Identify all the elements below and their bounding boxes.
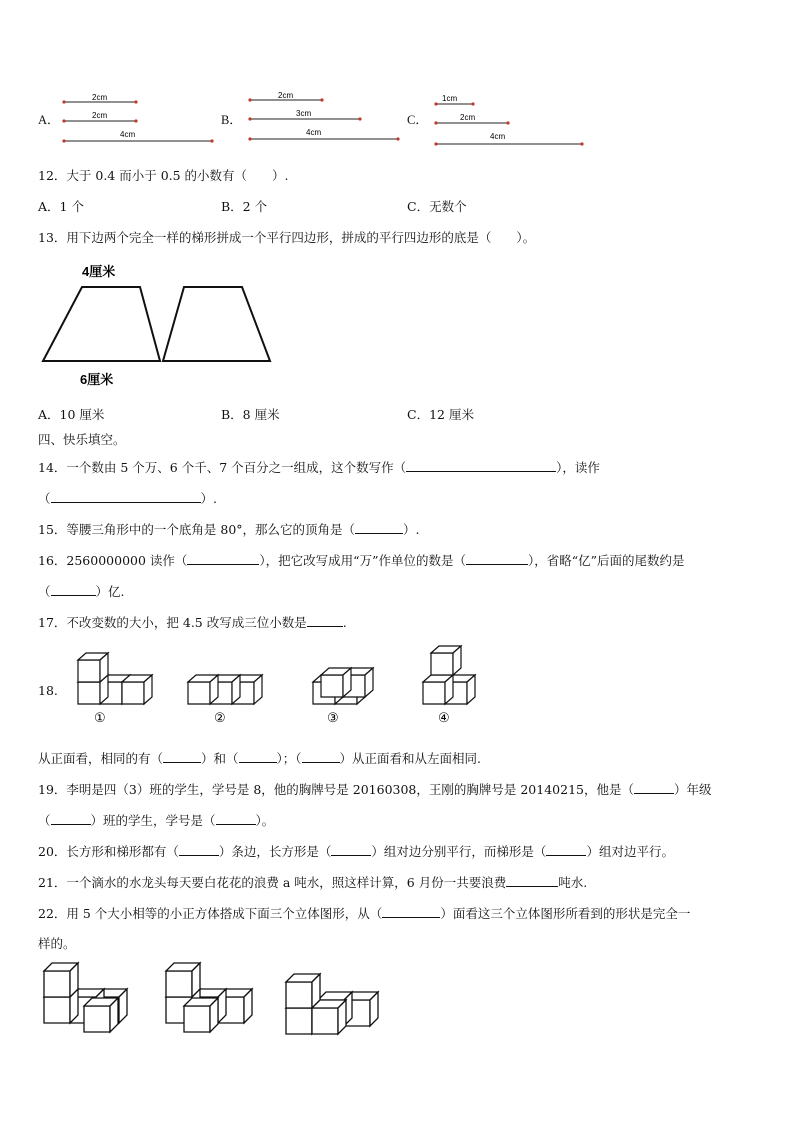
q18-question <box>38 750 481 767</box>
segment-label: 2cm <box>460 113 476 122</box>
trapezoid-bottom-label: 6厘米 <box>80 372 114 387</box>
option-letter: C． <box>407 113 428 127</box>
q13-stem: 13．用下边两个完全一样的梯形拼成一个平行四边形，拼成的平行四边形的底是（ ）。 <box>38 230 536 245</box>
q16-text: ），把它改写成用“万”作单位的数是（ <box>259 553 466 568</box>
q16-line2 <box>38 583 125 600</box>
q12-option-c: C．无数个 <box>407 199 467 214</box>
figure-label: ③ <box>327 711 339 726</box>
cube-figures-q18 <box>70 645 500 730</box>
answer-blank[interactable] <box>307 614 343 627</box>
trapezoid-top-label: 4厘米 <box>82 264 116 279</box>
answer-blank[interactable] <box>239 750 277 763</box>
answer-blank[interactable] <box>546 843 586 856</box>
answer-blank[interactable] <box>466 552 528 565</box>
paren-close: ）. <box>200 491 217 506</box>
figure-label: ④ <box>438 711 450 726</box>
q13-option-b: B．8 厘米 <box>221 407 280 422</box>
answer-blank[interactable] <box>355 521 403 534</box>
q19-line2 <box>38 812 274 829</box>
q20-text: ）条边，长方形是（ <box>218 844 332 859</box>
segment-label: 4cm <box>120 130 136 139</box>
q18-number: 18. <box>38 683 58 698</box>
q19-line1 <box>38 781 712 798</box>
answer-blank[interactable] <box>179 843 219 856</box>
q16-line1 <box>38 552 685 569</box>
q22-text: 22．用 5 个大小相等的小正方体搭成下面三个立体图形，从（ <box>38 906 383 921</box>
q22-cube-figure-3 <box>286 974 378 1034</box>
segment-label: 2cm <box>278 91 294 100</box>
q22-cube-figure-2 <box>166 963 252 1032</box>
segment-figure-c <box>430 90 600 150</box>
q18-text: ）从正面看和从左面相同. <box>339 751 482 766</box>
answer-blank[interactable] <box>634 781 674 794</box>
segment-label: 2cm <box>92 93 108 102</box>
answer-blank[interactable] <box>302 750 340 763</box>
segment-label: 4cm <box>306 128 322 137</box>
segment-label: 3cm <box>296 109 312 118</box>
q22-line2: 样的。 <box>38 936 76 951</box>
section-heading: 四、快乐填空。 <box>38 432 126 447</box>
cube-figure-1 <box>78 653 152 704</box>
answer-blank[interactable] <box>187 552 259 565</box>
q15 <box>38 521 420 538</box>
q14-line2 <box>38 490 217 507</box>
answer-blank[interactable] <box>51 583 96 596</box>
q12-option-b: B．2 个 <box>221 199 268 214</box>
answer-blank[interactable] <box>331 843 371 856</box>
segment-figure-b <box>244 86 414 146</box>
q14-line1 <box>38 459 600 476</box>
q20-text: ）组对边分别平行，而梯形是（ <box>371 844 547 859</box>
q14-text-end: ），读作 <box>556 460 600 475</box>
answer-blank[interactable] <box>216 812 256 825</box>
q21 <box>38 874 587 891</box>
q22-line1 <box>38 905 690 922</box>
cube-figure-4 <box>423 646 475 704</box>
figure-label: ① <box>94 711 106 726</box>
q12-stem: 12．大于 0.4 而小于 0.5 的小数有（ ）. <box>38 168 289 183</box>
q18-text: ）和（ <box>201 751 239 766</box>
q20 <box>38 843 674 860</box>
q17-text: 17．不改变数的大小，把 4.5 改写成三位小数是 <box>38 615 307 630</box>
answer-blank[interactable] <box>163 750 201 763</box>
paren-open: （ <box>38 584 51 599</box>
q22-cube-figure-1 <box>44 963 127 1032</box>
q17-text-end: . <box>342 615 347 630</box>
cube-figure-2 <box>188 675 262 704</box>
option-letter: A． <box>38 113 60 127</box>
q15-text: 15．等腰三角形中的一个底角是 80°，那么它的顶角是（ <box>38 522 356 537</box>
answer-blank[interactable] <box>51 490 201 503</box>
q21-text-end: 吨水. <box>558 875 588 890</box>
q15-text-end: ）. <box>403 522 420 537</box>
figure-label: ② <box>214 711 226 726</box>
q19-text-end: ）年级 <box>673 782 712 797</box>
q16-text: ），省略“亿”后面的尾数约是 <box>527 553 685 568</box>
q20-text: ）组对边平行。 <box>586 844 674 859</box>
q18-text: ）；（ <box>276 751 302 766</box>
q21-text: 21．一个滴水的水龙头每天要白花花的浪费 a 吨水，照这样计算，6 月份一共要浪费 <box>38 875 507 890</box>
q12-option-a: A．1 个 <box>38 199 84 214</box>
q19-text-end: ）。 <box>255 813 275 828</box>
cube-figures-q22 <box>38 960 398 1040</box>
segment-label: 4cm <box>490 132 506 141</box>
option-letter: B． <box>221 113 242 127</box>
trapezoid-figure <box>38 260 288 390</box>
q13-option-a: A．10 厘米 <box>38 407 105 422</box>
q14-text: 14．一个数由 5 个万、6 个千、7 个百分之一组成，这个数写作（ <box>38 460 407 475</box>
segment-figure-a <box>58 88 228 148</box>
q18-text: 从正面看，相同的有（ <box>38 751 164 766</box>
q16-text: 16．2560000000 读作（ <box>38 553 188 568</box>
q22-text: ）面看这三个立体图形所看到的形状是完全一 <box>440 906 691 921</box>
answer-blank[interactable] <box>406 459 556 472</box>
answer-blank[interactable] <box>51 812 91 825</box>
q13-option-c: C．12 厘米 <box>407 407 474 422</box>
q19-text: ）班的学生，学号是（ <box>90 813 216 828</box>
q19-text: 19．李明是四（3）班的学生，学号是 8，他的胸牌号是 20160308，王刚的胸牌号是 20140215，他是（ <box>38 782 634 797</box>
segment-label: 2cm <box>92 111 108 120</box>
cube-figure-3 <box>313 668 373 704</box>
paren-open: （ <box>38 491 51 506</box>
q20-text: 20．长方形和梯形都有（ <box>38 844 179 859</box>
answer-blank[interactable] <box>506 874 558 887</box>
paren-open: （ <box>38 813 51 828</box>
segment-label: 1cm <box>442 94 458 103</box>
q17 <box>38 614 347 631</box>
answer-blank[interactable] <box>382 905 440 918</box>
q16-text-end: ）亿. <box>95 584 125 599</box>
